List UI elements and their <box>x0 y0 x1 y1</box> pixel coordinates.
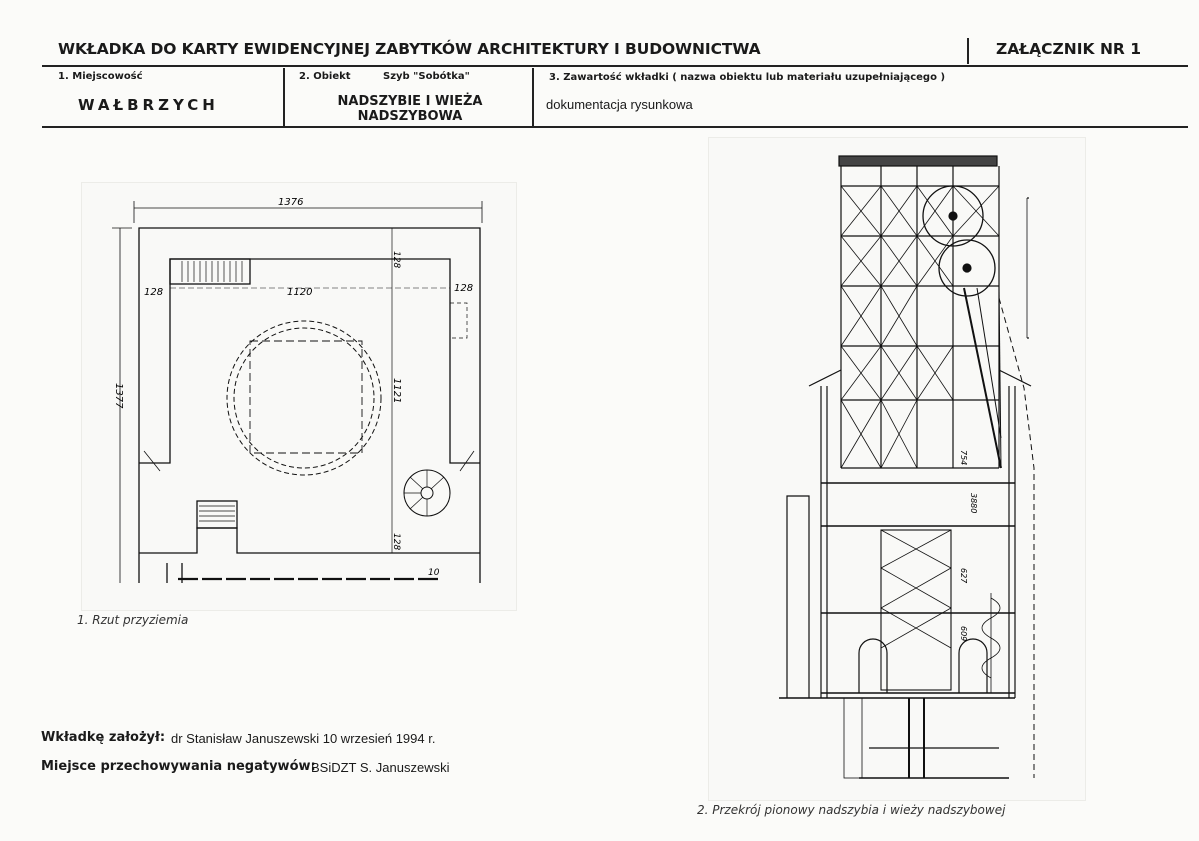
plan-dim-left-wall: 128 <box>144 287 164 298</box>
header-divider <box>967 38 969 64</box>
plan-dim-inner: 1120 <box>287 287 313 298</box>
section-caption: 2. Przekrój pionowy nadszybia i wieży nadszybowej <box>697 803 1006 817</box>
negatives-label: Miejsce przechowywania negatywów: <box>41 759 316 774</box>
section-dim-4: 609 <box>959 626 968 642</box>
section-dim-1: 754 <box>959 450 968 466</box>
plan-dim-height: 1377 <box>113 383 124 409</box>
annex-number: ZAŁĄCZNIK NR 1 <box>996 40 1142 58</box>
section-dim-2: 3880 <box>969 493 978 514</box>
plan-dim-top-wall: 128 <box>391 251 401 269</box>
card-title: WKŁADKA DO KARTY EWIDENCYJNEJ ZABYTKÓW ARCHITEKTURY I BUDOWNICTWA <box>58 40 761 58</box>
plan-dim-bottom-wall: 128 <box>391 533 401 551</box>
plan-drawing <box>82 183 516 610</box>
contents-value: dokumentacja rysunkowa <box>546 97 693 112</box>
plan-caption: 1. Rzut przyziemia <box>77 613 189 627</box>
plan-dim-top: 1376 <box>278 197 304 208</box>
locality-label: 1. Miejscowość <box>58 71 143 82</box>
plan-scale: 10 <box>428 568 440 578</box>
object-shaft: Szyb "Sobótka" <box>383 71 470 82</box>
field-divider-1 <box>283 68 285 126</box>
ground-floor-plan <box>82 183 516 610</box>
founder-value: dr Stanisław Januszewski 10 wrzesień 1994 r. <box>171 731 436 746</box>
fields-rule <box>42 126 1188 128</box>
negatives-value: BSiDZT S. Januszewski <box>311 760 450 775</box>
plan-dim-inner-height: 1121 <box>391 378 402 404</box>
section-drawing <box>709 138 1085 800</box>
object-name: NADSZYBIE I WIEŻA NADSZYBOWA <box>337 94 483 124</box>
vertical-section <box>709 138 1085 800</box>
founder-label: Wkładkę założył: <box>41 730 166 745</box>
header-rule <box>42 65 1188 67</box>
object-label: 2. Obiekt <box>299 71 351 82</box>
contents-label: 3. Zawartość wkładki ( nazwa obiektu lub materiału uzupełniającego ) <box>549 72 946 83</box>
locality-value: WAŁBRZYCH <box>78 96 219 114</box>
section-dim-3: 627 <box>959 568 968 584</box>
field-divider-2 <box>532 68 534 126</box>
plan-dim-right-wall: 128 <box>454 283 474 294</box>
